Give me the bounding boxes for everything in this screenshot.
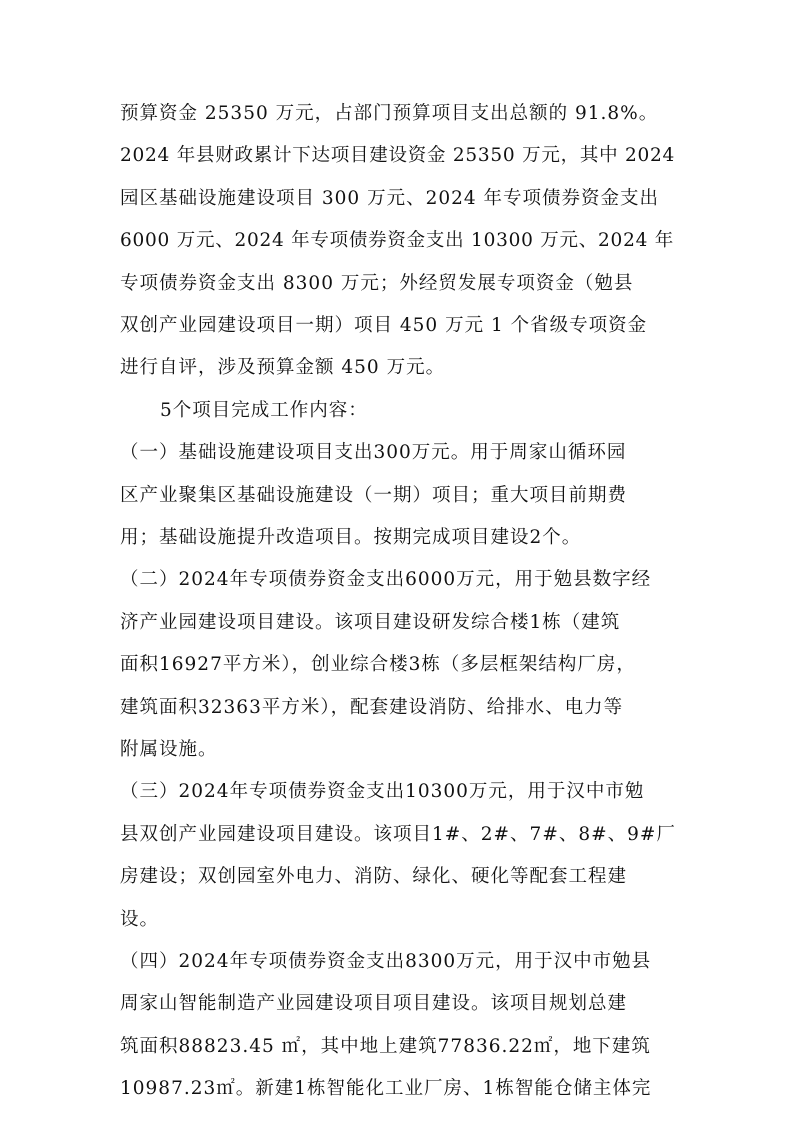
text-line: 区产业聚集区基础设施建设（一期）项目；重大项目前期费 — [120, 485, 628, 506]
text-line: 专项债券资金支出 8300 万元；外经贸发展专项资金（勉县 — [120, 273, 634, 294]
text-line: （三）2024年专项债券资金支出10300万元，用于汉中市勉 — [120, 781, 645, 802]
text-line: 用；基础设施提升改造项目。按期完成项目建设2个。 — [120, 527, 582, 548]
text-line: 6000 万元、2024 年专项债券资金支出 10300 万元、2024 年 — [120, 230, 674, 251]
text-line: （一）基础设施建设项目支出300万元。用于周家山循环园 — [120, 442, 627, 463]
text-line: 设。 — [120, 909, 160, 930]
text-line: 筑面积88823.45 ㎡，其中地上建筑77836.22㎡，地下建筑 — [120, 1036, 651, 1057]
text-line: 进行自评，涉及预算金额 450 万元。 — [120, 357, 446, 378]
text-line: 周家山智能制造产业园建设项目项目建设。该项目规划总建 — [120, 993, 628, 1014]
text-line: 县双创产业园建设项目建设。该项目1#、2#、7#、8#、9#厂 — [120, 824, 676, 845]
text-line: 附属设施。 — [120, 739, 218, 760]
text-line: 双创产业园建设项目一期）项目 450 万元 1 个省级专项资金 — [120, 315, 648, 336]
text-line: （四）2024年专项债券资金支出8300万元，用于汉中市勉县 — [120, 951, 652, 972]
text-line: 济产业园建设项目建设。该项目建设研发综合楼1栋（建筑 — [120, 612, 621, 633]
text-line: 10987.23㎡。新建1栋智能化工业厂房、1栋智能仓储主体完 — [120, 1078, 652, 1099]
text-line: 房建设；双创园室外电力、消防、绿化、硬化等配套工程建 — [120, 866, 628, 887]
text-line: 建筑面积32363平方米），配套建设消防、给排水、电力等 — [120, 697, 624, 718]
text-line: 2024 年县财政累计下达项目建设资金 25350 万元，其中 2024 — [120, 145, 676, 166]
text-line: （二）2024年专项债券资金支出6000万元，用于勉县数字经 — [120, 569, 652, 590]
text-line: 预算资金 25350 万元，占部门预算项目支出总额的 91.8%。 — [120, 103, 659, 124]
text-line: 园区基础设施建设项目 300 万元、2024 年专项债券资金支出 — [120, 188, 660, 209]
text-line: 面积16927平方米），创业综合楼3栋（多层框架结构厂房， — [120, 654, 636, 675]
section-heading: 5个项目完成工作内容： — [160, 400, 368, 421]
